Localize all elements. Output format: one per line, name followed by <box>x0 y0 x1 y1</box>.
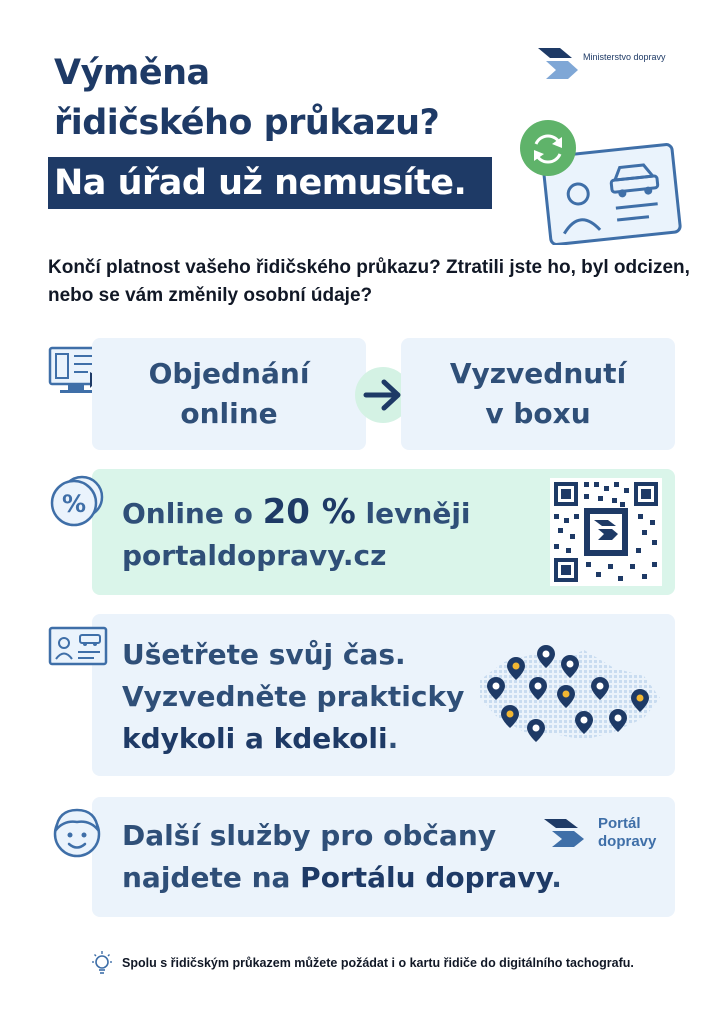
title-line-1: Výměna <box>54 53 210 93</box>
arrow-right-icon <box>362 376 404 414</box>
step-pickup-card <box>401 338 675 450</box>
portal-url[interactable]: portaldopravy.cz <box>122 539 387 572</box>
step-order-line-1: Objednání <box>148 357 310 390</box>
refresh-icon <box>520 120 576 176</box>
portal-logo-text: Portál dopravy <box>598 815 657 850</box>
map-pins-icon <box>474 640 664 750</box>
discount-value: 20 % <box>262 492 356 532</box>
footer-note: Spolu s řidičským průkazem můžete požádat i o kartu řidiče do digitálního tachografu. <box>122 956 634 970</box>
person-face-icon <box>50 804 104 860</box>
time-line-3: kdykoli a kdekoli. <box>122 722 399 755</box>
step-order-card <box>92 338 366 450</box>
discount-prefix: Online o <box>122 497 263 530</box>
percent-coin-icon <box>48 473 106 529</box>
title-line-2: řidičského průkazu? <box>54 103 440 143</box>
step-pickup-line-2: v boxu <box>485 397 591 430</box>
ministry-logo-icon <box>538 48 578 82</box>
title-line-3: Na úřad už nemusíte. <box>54 163 467 203</box>
time-line-2: Vyzvedněte prakticky <box>122 680 465 713</box>
qr-code[interactable] <box>550 478 662 586</box>
discount-line <box>122 491 542 535</box>
portal-link[interactable]: Portálu dopravy <box>300 861 552 894</box>
license-card-icon <box>516 120 686 245</box>
step-order-line-2: online <box>180 397 278 430</box>
svg-text:%: % <box>61 490 87 518</box>
services-card <box>92 797 675 917</box>
lightbulb-icon <box>90 951 114 977</box>
services-line-2: najdete na Portálu dopravy. <box>122 861 562 894</box>
time-emphasis: kdykoli a kdekoli <box>122 722 388 755</box>
services-line-1: Další služby pro občany <box>122 819 497 852</box>
intro-text: Končí platnost vašeho řidičského průkazu? Ztratili jste ho, byl odcizen, nebo se vám změnily osobní údaje? <box>48 257 690 306</box>
ministry-name: Ministerstvo dopravy <box>583 52 666 62</box>
portal-logo-icon <box>544 819 586 851</box>
time-line-1: Ušetřete svůj čas. <box>122 638 406 671</box>
step-pickup-line-1: Vyzvednutí <box>449 357 627 390</box>
license-small-icon <box>48 626 108 666</box>
discount-suffix: levněji <box>355 497 471 530</box>
